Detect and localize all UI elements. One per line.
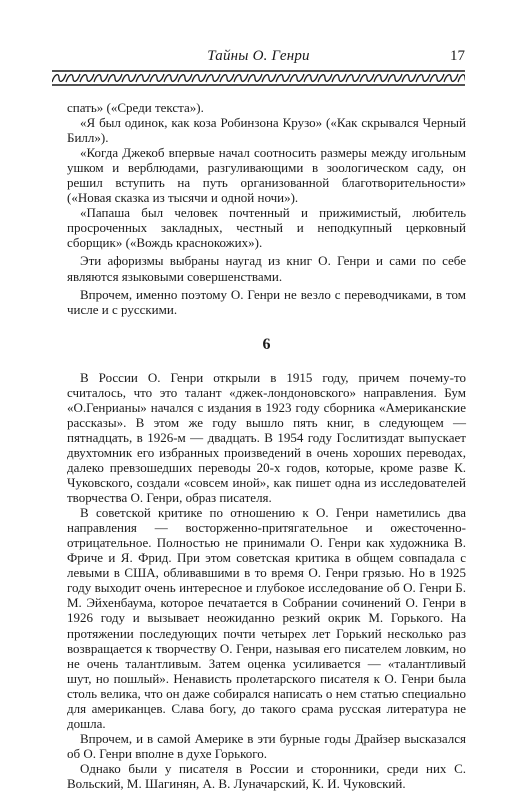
running-title: Тайны О. Генри (207, 48, 310, 64)
section-number: 6 (262, 335, 271, 353)
paragraph: В России О. Генри открыли в 1915 году, причем почему-то считалось, что это талант «джек-лондоновского» направления. Бум «О.Генрианы» начался с издания в 1923 году сборника «Американские рассказы». В этом же году вышло пять книг, в следующем — пятнадцать, в 1926-м — двадцать. В 1954 году Гослитиздат выпускает двухтомник его избранных произведений в очень хороших переводах, далеко превзошедших переводы 20-х годов, которые, кроме разве К. Чуковского, создали «совсем иной», как пишет одна из исследователей творчества О. Генри, образ писателя. (67, 369, 466, 506)
paragraph: спать» («Среди текста»). (67, 100, 204, 115)
paragraph: «Когда Джекоб впервые начал соотносить размеры между игольным ушком и верблюдами, разгуливающими в зоологическом саду, он решил вступить на путь организованной благотворительности» («Новая сказка из тысячи и одной ночи»). (67, 145, 466, 206)
page-number: 17 (450, 48, 465, 64)
ornamental-border (52, 70, 465, 86)
running-header (52, 48, 465, 66)
page-body (67, 100, 466, 791)
paragraph: Эти афоризмы выбраны наугад из книг О. Генри и сами по себе являются языковыми совершенствами. (67, 253, 466, 284)
paragraph: Однако были у писателя в России и сторонники, среди них С. Вольский, М. Шагинян, А. В. Луначарский, К. И. Чуковский. (67, 760, 466, 791)
paragraph: «Я был одинок, как коза Робинзона Крузо» («Как скрывался Черный Билл»). (67, 115, 466, 146)
paragraph: Впрочем, именно поэтому О. Генри не везло с переводчиками, в том числе и с русскими. (67, 286, 466, 317)
paragraph: В советской критике по отношению к О. Генри наметились два направления — восторженно-притягательное и ожесточенно-отрицательное. Полностью не принимали О. Генри как художника В. Фриче и Я. Фрид. При этом советская критика в общем совпадала с левыми в США, обливавшими в то время О. Генри грязью. Но в 1925 году выходит очень интересное и глубокое исследование об О. Генри Б. М. Эйхенбаума, которое печатается в Собрании сочинений О. Генри в 1926 году и вызывает неожиданно резкий окрик М. Горького. На протяжении последующих почти четырех лет Горький несколько раз возвращается к творчеству О. Генри, называя его писателем ловким, но не очень талантливым. Затем оценка усиливается — «талантливый шут, но пошлый». Ненависть пролетарского писателя к О. Генри была столь велика, что он даже собирался написать о нем статью специально для американцев. Слава богу, до такого срама русская литература не дошла. (67, 505, 466, 731)
paragraph: «Папаша был человек почтенный и прижимистый, любитель просроченных закладных, честный и неподкупный церковный сборщик» («Вождь краснокожих»). (67, 205, 466, 251)
paragraph: Впрочем, и в самой Америке в эти бурные годы Драйзер высказался об О. Генри вполне в духе Горького. (67, 730, 466, 761)
